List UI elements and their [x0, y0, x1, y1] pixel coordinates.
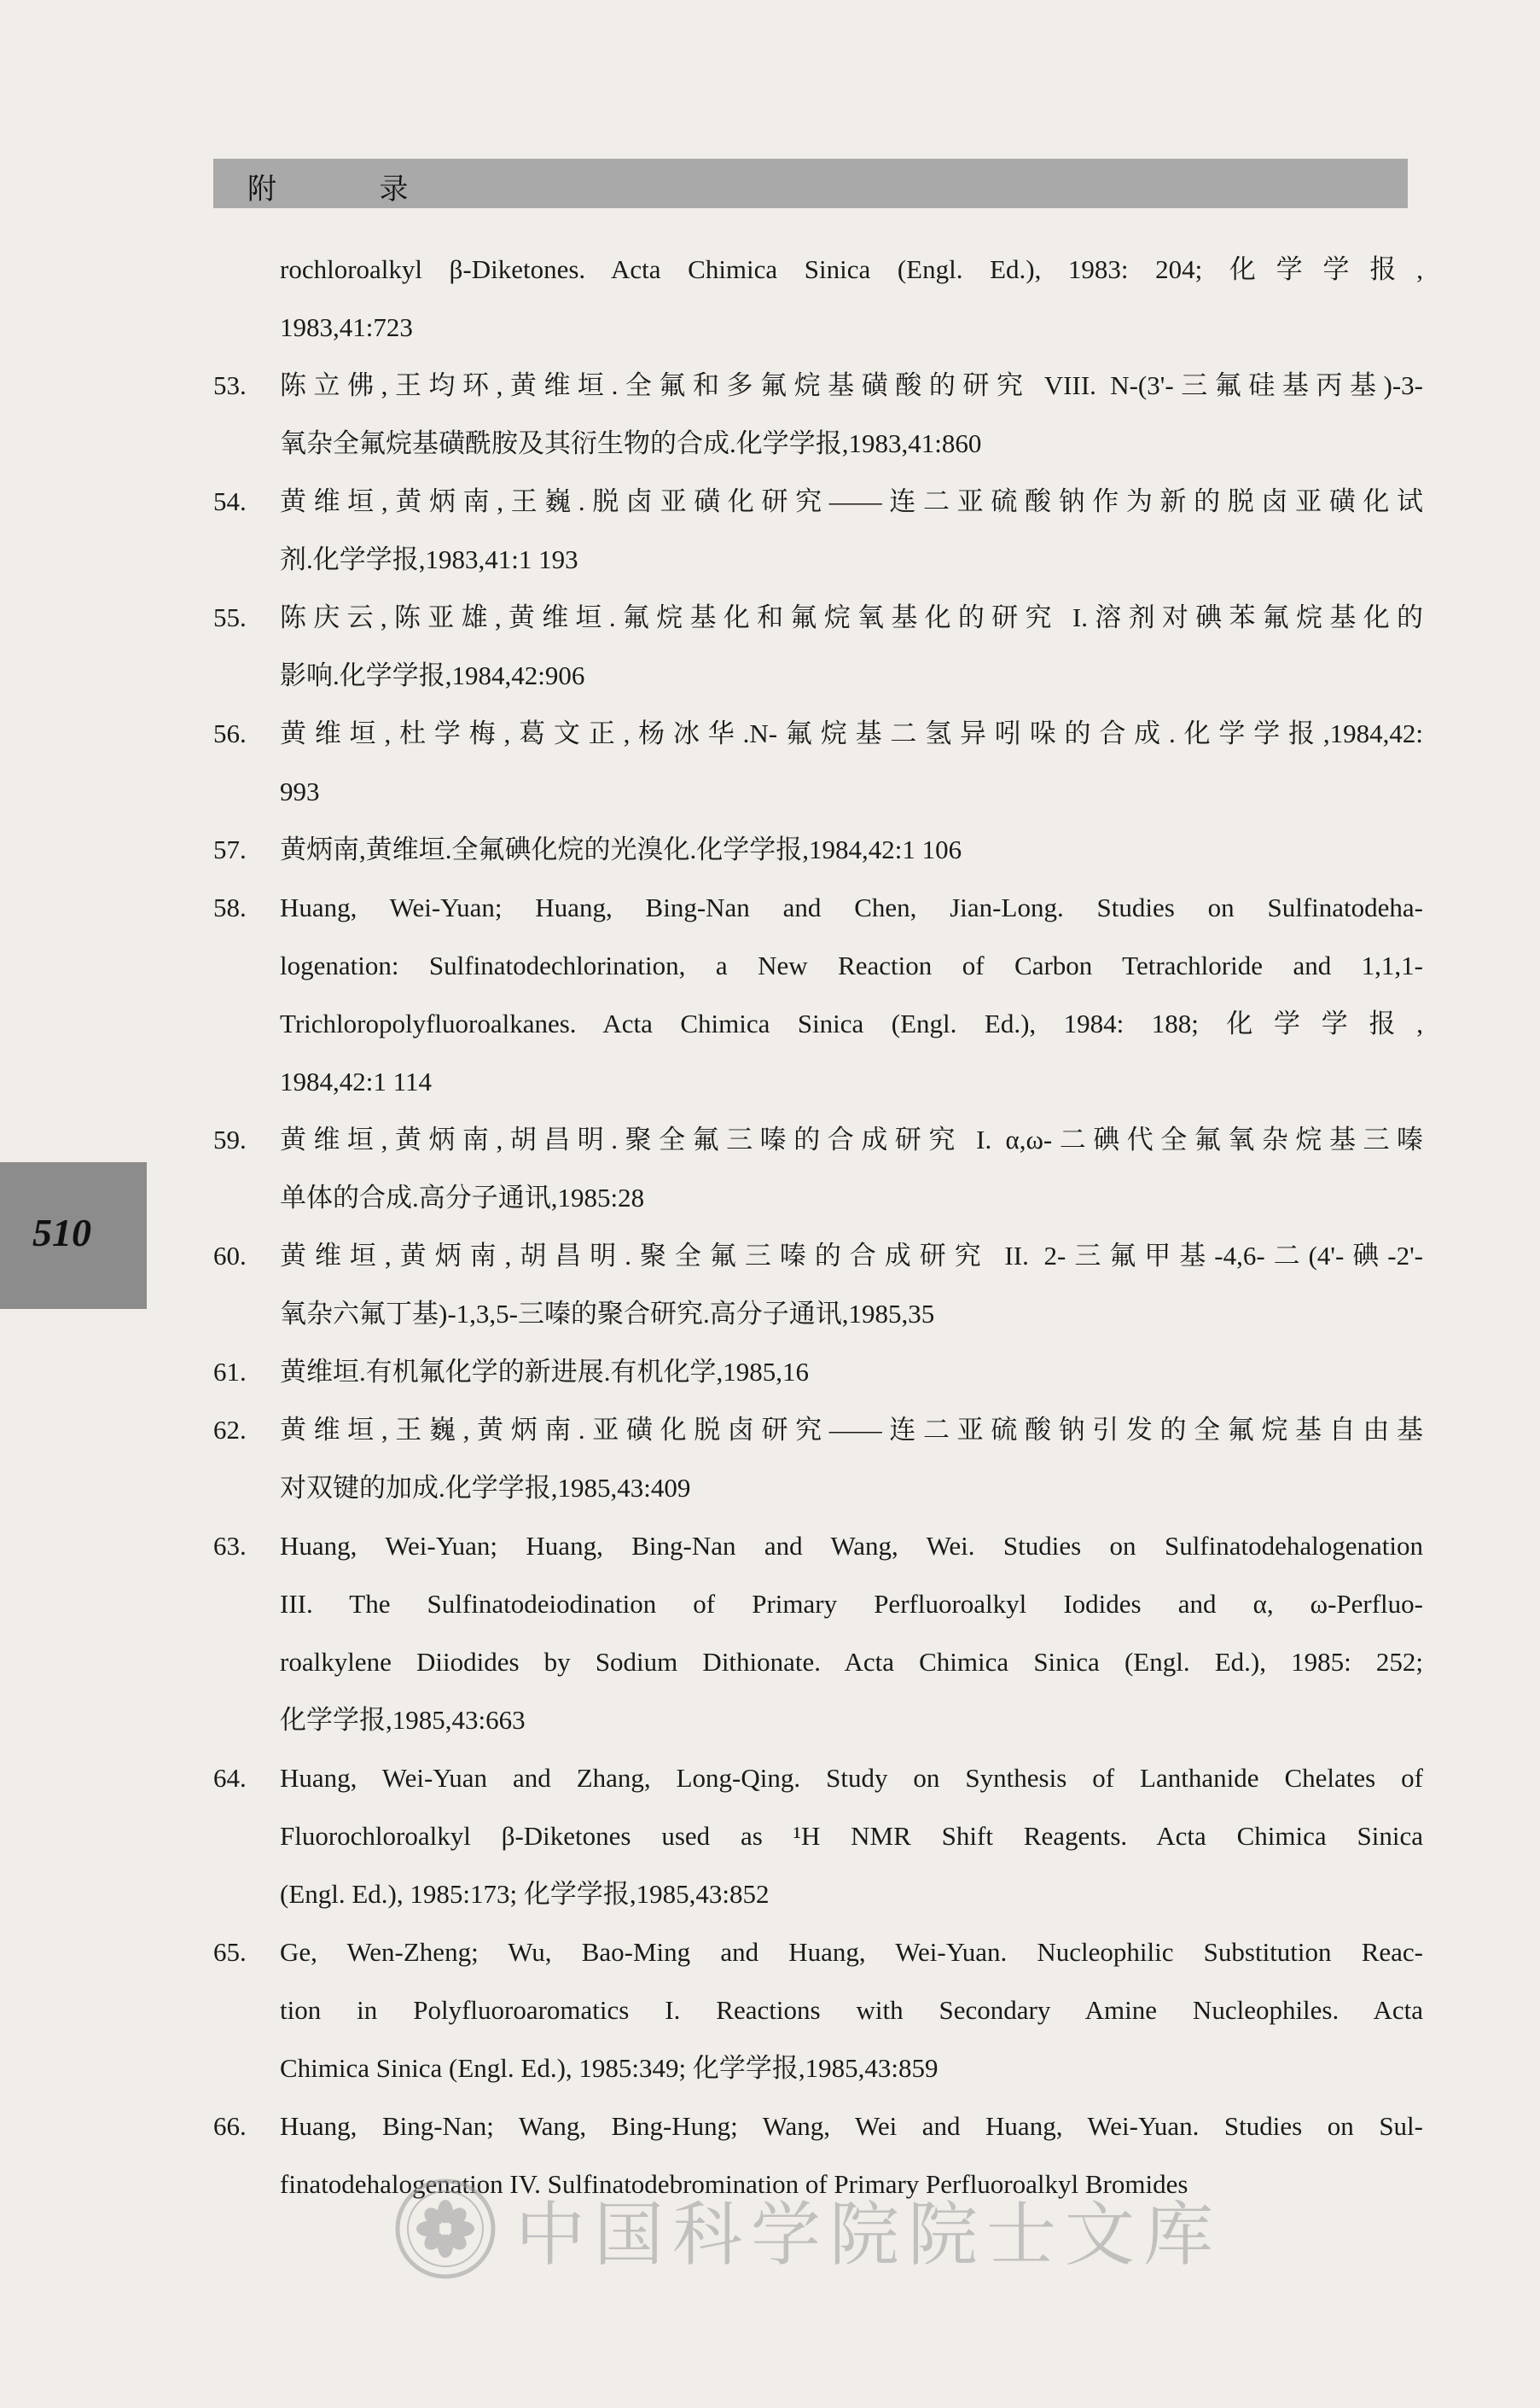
reference-line [213, 1459, 1423, 1517]
reference-text: 对双键的加成.化学学报,1985,43:409 [280, 1473, 691, 1503]
page-number-tab [0, 1162, 147, 1309]
watermark [394, 2178, 1222, 2280]
reference-number: 58. [213, 893, 247, 922]
reference-line [213, 415, 1423, 473]
reference-number: 64. [213, 1763, 247, 1793]
reference-number: 66. [213, 2111, 247, 2141]
reference-line [213, 589, 1423, 647]
reference-text: roalkylene Diiodides by Sodium Dithionate. Acta Chimica Sinica (Engl. Ed.), 1985: 252; [280, 1647, 1423, 1677]
reference-text: Fluorochloroalkyl β-Diketones used as ¹H NMR Shift Reagents. Acta Chimica Sinica [280, 1821, 1423, 1851]
reference-text: finatodehalogenation IV. Sulfinatodebromination of Primary Perfluoroalkyl Bromides [280, 2169, 1188, 2199]
reference-text: 黄炳南,黄维垣.全氟碘化烷的光溴化.化学学报,1984,42:1 106 [280, 835, 962, 864]
reference-number: 56. [213, 718, 247, 748]
reference-line [213, 1169, 1423, 1227]
reference-text: Chimica Sinica (Engl. Ed.), 1985:349; 化学学报,1985,43:859 [280, 2053, 939, 2083]
reference-line [213, 1807, 1423, 1865]
reference-line [213, 705, 1423, 763]
reference-text: 993 [280, 776, 320, 806]
reference-number: 60. [213, 1241, 247, 1271]
academy-logo-icon [394, 2178, 497, 2280]
reference-line [213, 937, 1423, 995]
reference-line [213, 763, 1423, 821]
reference-text: Huang, Wei-Yuan and Zhang, Long-Qing. Study on Synthesis of Lanthanide Chelates of [280, 1763, 1423, 1793]
reference-number: 54. [213, 486, 247, 516]
reference-text: 黄维垣,王巍,黄炳南.亚磺化脱卤研究——连二亚硫酸钠引发的全氟烷基自由基 [280, 1415, 1423, 1445]
page-number: 510 [32, 1211, 91, 1254]
reference-line [213, 1749, 1423, 1807]
reference-line [213, 821, 1423, 879]
reference-text: Huang, Wei-Yuan; Huang, Bing-Nan and Chen, Jian-Long. Studies on Sulfinatodeha- [280, 893, 1423, 922]
reference-number: 65. [213, 1937, 247, 1967]
reference-line [213, 879, 1423, 937]
reference-text: 氧杂全氟烷基磺酰胺及其衍生物的合成.化学学报,1983,41:860 [280, 428, 982, 458]
reference-line [213, 299, 1423, 357]
reference-line [213, 1285, 1423, 1343]
reference-line [213, 1981, 1423, 2039]
reference-number: 61. [213, 1357, 247, 1387]
reference-number: 57. [213, 835, 247, 864]
reference-text: 影响.化学学报,1984,42:906 [280, 660, 585, 690]
reference-text: Huang, Bing-Nan; Wang, Bing-Hung; Wang, Wei and Huang, Wei-Yuan. Studies on Sul- [280, 2111, 1423, 2141]
reference-line [213, 647, 1423, 705]
section-label: 附 录 [247, 174, 456, 206]
reference-text: 剂.化学学报,1983,41:1 193 [280, 544, 578, 574]
reference-line [213, 1401, 1423, 1459]
section-header-bar [213, 159, 1408, 208]
reference-text: III. The Sulfinatodeiodination of Primary Perfluoroalkyl Iodides and α, ω-Perfluo- [280, 1589, 1423, 1619]
reference-line [213, 1575, 1423, 1633]
reference-text: 黄维垣,黄炳南,胡昌明.聚全氟三嗪的合成研究 II. 2-三氟甲基-4,6-二(4'-碘-2'- [280, 1241, 1423, 1271]
reference-text: logenation: Sulfinatodechlorination, a New Reaction of Carbon Tetrachloride and 1,1,1- [280, 951, 1423, 980]
reference-text: 黄维垣,杜学梅,葛文正,杨冰华.N-氟烷基二氢异吲哚的合成.化学学报,1984,42: [280, 718, 1423, 748]
reference-line [213, 2039, 1423, 2097]
reference-line [213, 1633, 1423, 1691]
watermark-text: 中国科学院院士文库 [515, 2194, 1223, 2276]
reference-text: 陈立佛,王均环,黄维垣.全氟和多氟烷基磺酸的研究 VIII. N-(3'-三氟硅基丙基)-3- [280, 370, 1423, 400]
reference-line [213, 1343, 1423, 1401]
reference-text: 1984,42:1 114 [280, 1067, 432, 1096]
reference-line [213, 1923, 1423, 1981]
reference-number: 59. [213, 1125, 247, 1155]
reference-line [213, 995, 1423, 1053]
reference-line [213, 1053, 1423, 1111]
reference-text: Ge, Wen-Zheng; Wu, Bao-Ming and Huang, Wei-Yuan. Nucleophilic Substitution Reac- [280, 1937, 1423, 1967]
reference-text: tion in Polyfluoroaromatics I. Reactions with Secondary Amine Nucleophiles. Acta [280, 1995, 1423, 2025]
reference-text: 黄维垣.有机氟化学的新进展.有机化学,1985,16 [280, 1357, 809, 1387]
reference-text: 单体的合成.高分子通讯,1985:28 [280, 1183, 645, 1213]
reference-line [213, 1517, 1423, 1575]
reference-text: 黄维垣,黄炳南,胡昌明.聚全氟三嗪的合成研究 I. α,ω-二碘代全氟氧杂烷基三嗪 [280, 1125, 1423, 1155]
reference-number: 62. [213, 1415, 247, 1445]
reference-text: 氧杂六氟丁基)-1,3,5-三嗪的聚合研究.高分子通讯,1985,35 [280, 1299, 935, 1329]
reference-number: 53. [213, 370, 247, 400]
reference-number: 63. [213, 1531, 247, 1561]
reference-line [213, 1865, 1423, 1923]
reference-text: rochloroalkyl β-Diketones. Acta Chimica Sinica (Engl. Ed.), 1983: 204; 化学学报, [280, 254, 1423, 284]
reference-text: 1983,41:723 [280, 312, 413, 342]
reference-line [213, 1111, 1423, 1169]
reference-text: 化学学报,1985,43:663 [280, 1705, 526, 1735]
reference-text: 陈庆云,陈亚雄,黄维垣.氟烷基化和氟烷氧基化的研究 I.溶剂对碘苯氟烷基化的 [280, 602, 1423, 632]
reference-line [213, 473, 1423, 531]
reference-number: 55. [213, 602, 247, 632]
reference-line [213, 357, 1423, 415]
reference-line [213, 1227, 1423, 1285]
reference-line [213, 531, 1423, 589]
reference-text: Trichloropolyfluoroalkanes. Acta Chimica Sinica (Engl. Ed.), 1984: 188; 化学学报, [280, 1009, 1423, 1038]
reference-line [213, 241, 1423, 299]
reference-text: Huang, Wei-Yuan; Huang, Bing-Nan and Wang, Wei. Studies on Sulfinatodehalogenation [280, 1531, 1423, 1561]
reference-text: 黄维垣,黄炳南,王巍.脱卤亚磺化研究——连二亚硫酸钠作为新的脱卤亚磺化试 [280, 486, 1423, 516]
reference-line [213, 2097, 1423, 2155]
reference-line [213, 1691, 1423, 1749]
reference-text: (Engl. Ed.), 1985:173; 化学学报,1985,43:852 [280, 1879, 770, 1909]
